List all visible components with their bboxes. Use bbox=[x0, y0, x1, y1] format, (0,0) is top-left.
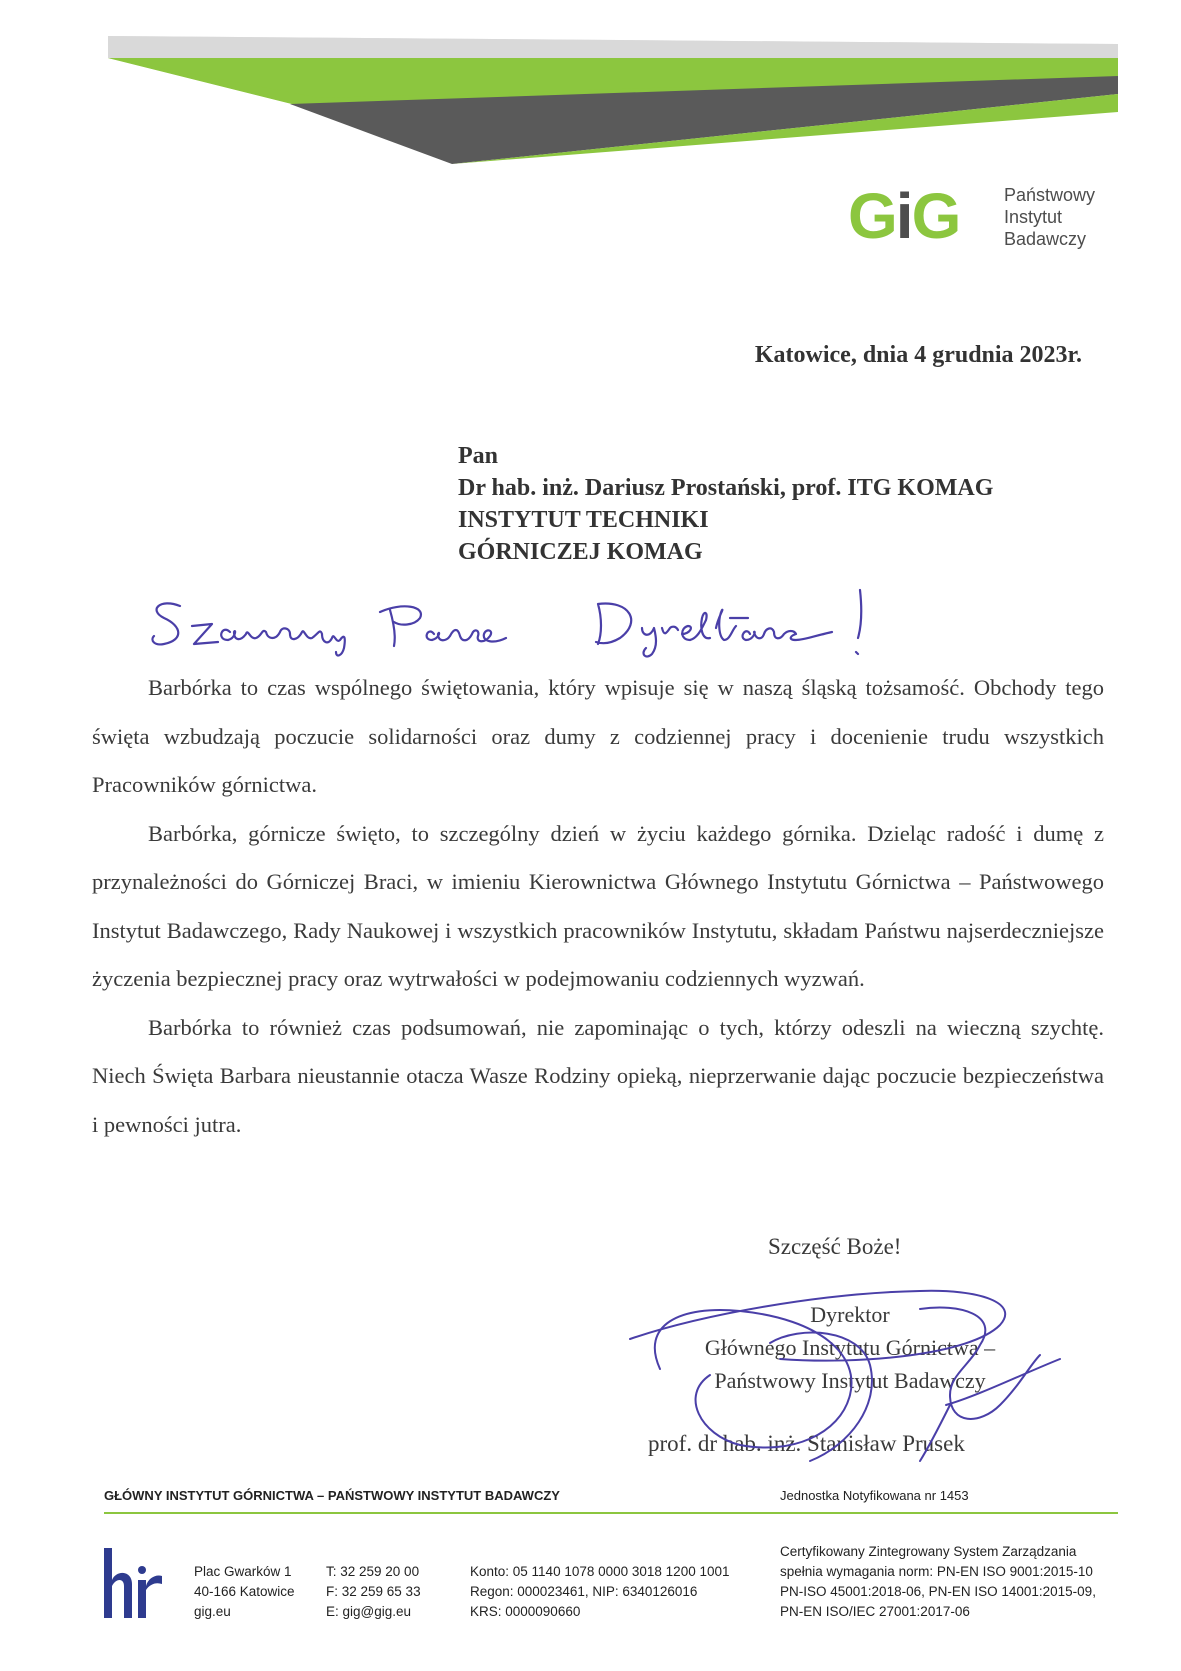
addressee-block bbox=[458, 440, 993, 568]
handwritten-signature bbox=[620, 1285, 1080, 1465]
body-paragraph: Barbórka to czas wspólnego świętowania, który wpisuje się w naszą śląską tożsamość. Obchody tego święta wzbudzają poczucie solidarności oraz dumy z codziennej pracy i docenienie trudu wszystkich Pracowników górnictwa. bbox=[92, 675, 1104, 797]
signature-title-line: Państwowy Instytut Badawczy bbox=[714, 1368, 986, 1393]
signer-name: prof. dr hab. inż. Stanisław Prusek bbox=[648, 1431, 965, 1456]
footer-website: gig.eu bbox=[194, 1604, 231, 1619]
footer-cert-line: spełnia wymagania norm: PN-EN ISO 9001:2015-10 bbox=[780, 1564, 1093, 1579]
body-paragraph: Barbórka, górnicze święto, to szczególny dzień w życiu każdego górnika. Dzieląc radość i dumę z przynależności do Górniczej Braci, w imieniu Kierownictwa Głównego Instytutu Górnictwa – Państwowego Instytut Badawczego, Rady Naukowej i wszystkich pracowników Instytutu, składam Państwu najserdeczniejsze życzenia bezpiecznej pracy oraz wytrwałości w podejmowaniu codziennych wyzwań. bbox=[92, 820, 1104, 991]
footer-fax: F: 32 259 65 33 bbox=[326, 1584, 421, 1599]
closing-greeting: Szczęść Boże! bbox=[768, 1234, 902, 1259]
footer-cert-line: Certyfikowany Zintegrowany System Zarządzania bbox=[780, 1544, 1077, 1559]
footer-registration bbox=[470, 1562, 730, 1622]
addressee-line: Pan bbox=[458, 443, 499, 469]
footer-notified-body: Jednostka Notyfikowana nr 1453 bbox=[780, 1488, 969, 1503]
gig-logo-text: Państwowy Instytut Badawczy bbox=[1004, 185, 1096, 249]
body-paragraph: Barbórka to również czas podsumowań, nie zapominając o tych, którzy odeszli na wieczną szychtę. Niech Święta Barbara nieustannie otacza Wasze Rodziny opieką, nieprzerwanie dając poczucie bezpieczeństwa i pewności jutra. bbox=[92, 1014, 1104, 1137]
footer-address-line: Plac Gwarków 1 bbox=[194, 1564, 292, 1579]
signature-title-line: Głównego Instytutu Górnictwa – bbox=[704, 1335, 996, 1360]
footer-phone: T: 32 259 20 00 bbox=[326, 1564, 420, 1579]
signature-title-line: Dyrektor bbox=[810, 1302, 890, 1327]
footer-contact bbox=[326, 1562, 421, 1622]
letter-body bbox=[92, 664, 1104, 1149]
addressee-line: INSTYTUT TECHNIKI bbox=[458, 507, 709, 533]
footer-regon-nip: Regon: 000023461, NIP: 6340126016 bbox=[470, 1584, 698, 1599]
footer-bank-account: Konto: 05 1140 1078 0000 3018 1200 1001 bbox=[470, 1564, 730, 1579]
footer-email: E: gig@gig.eu bbox=[326, 1604, 412, 1619]
footer-krs: KRS: 0000090660 bbox=[470, 1604, 581, 1619]
footer-certification bbox=[780, 1542, 1096, 1622]
footer-cert-line: PN-ISO 45001:2018-06, PN-EN ISO 14001:2015-09, bbox=[780, 1584, 1096, 1599]
footer-divider bbox=[104, 1512, 1118, 1514]
footer-institute-name: GŁÓWNY INSTYTUT GÓRNICTWA – PAŃSTWOWY INSTYTUT BADAWCZY bbox=[104, 1488, 560, 1503]
handwritten-salutation bbox=[150, 588, 930, 658]
addressee-line: Dr hab. inż. Dariusz Prostański, prof. ITG KOMAG bbox=[458, 475, 994, 501]
footer-address-line: 40-166 Katowice bbox=[194, 1584, 295, 1599]
footer-cert-line: PN-EN ISO/IEC 27001:2017-06 bbox=[780, 1604, 970, 1619]
addressee-line: GÓRNICZEJ KOMAG bbox=[458, 539, 703, 565]
footer-address bbox=[194, 1562, 295, 1622]
hr-excellence-logo bbox=[102, 1540, 164, 1620]
header-graphic bbox=[0, 0, 1181, 200]
gig-logo bbox=[848, 180, 1128, 260]
gig-logo-mark: GiG bbox=[848, 180, 960, 252]
letter-date: Katowice, dnia 4 grudnia 2023r. bbox=[754, 342, 1082, 368]
